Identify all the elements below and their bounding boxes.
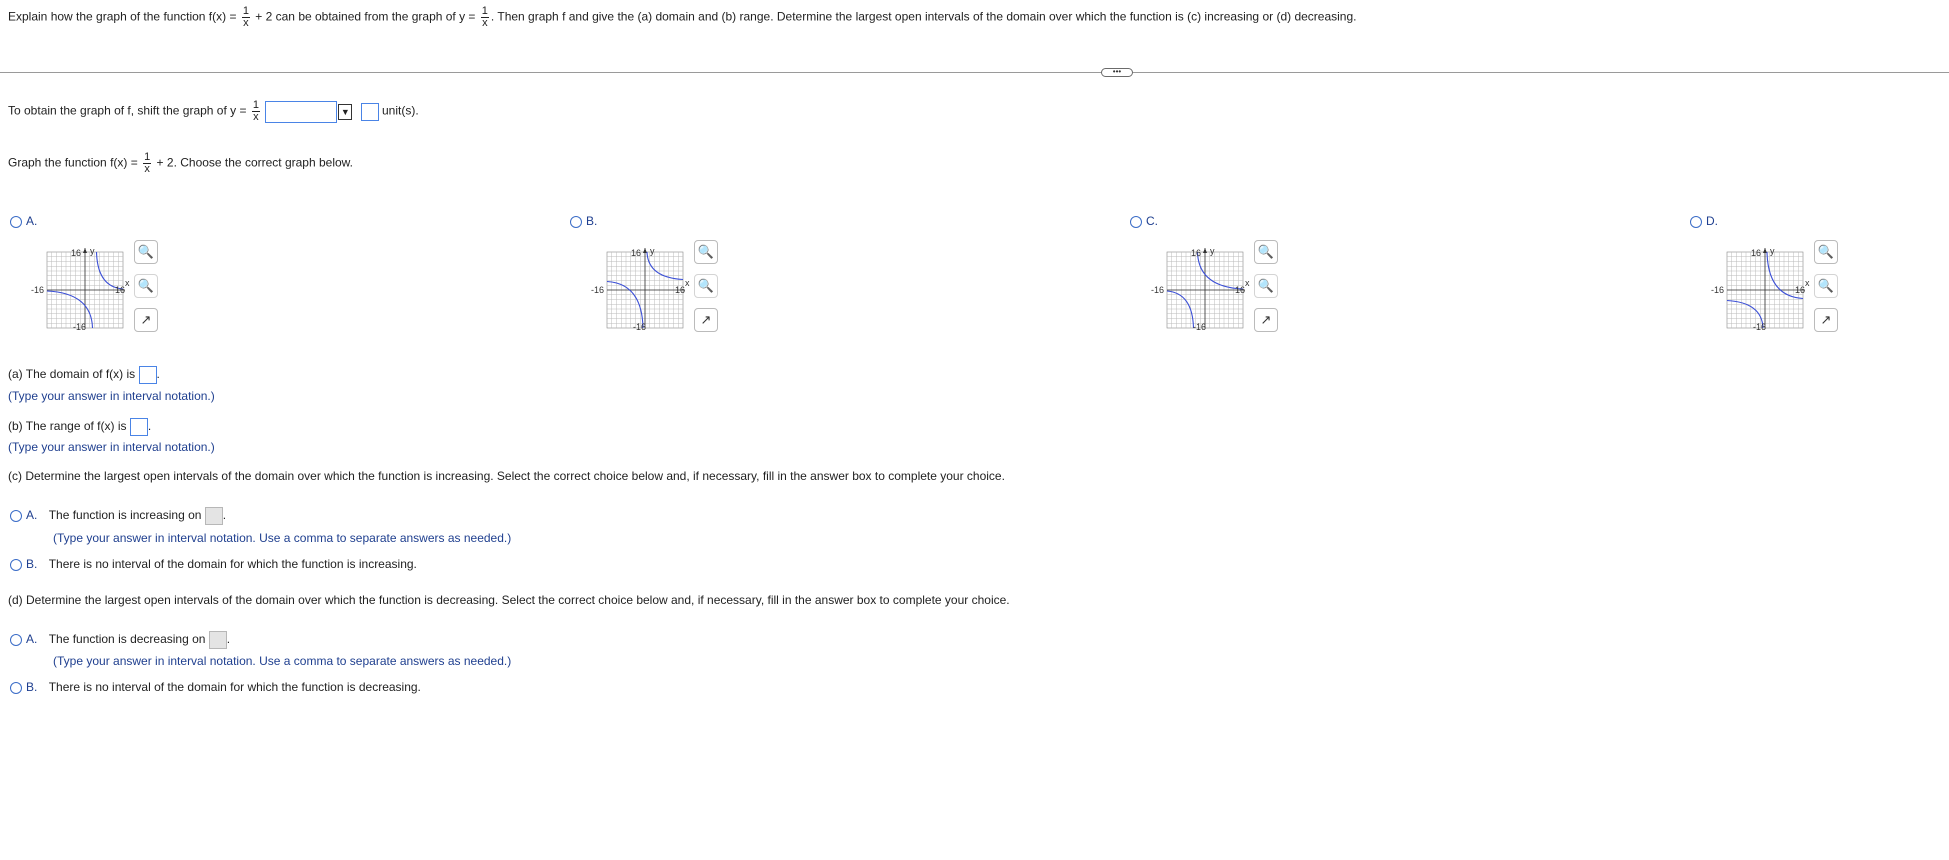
radio-button[interactable] bbox=[1130, 216, 1142, 228]
open-in-new-icon[interactable]: ↗ bbox=[134, 308, 158, 332]
y-axis-max-label: 16 bbox=[1191, 248, 1202, 258]
zoom-out-icon[interactable]: 🔍 bbox=[694, 274, 718, 298]
chevron-down-icon[interactable]: ▼ bbox=[338, 104, 352, 120]
fraction-1-over-x: $\frac{1}{x}$ bbox=[242, 5, 249, 29]
range-input[interactable] bbox=[130, 418, 148, 436]
option-letter: D. bbox=[1706, 214, 1718, 228]
shift-sentence: To obtain the graph of f, shift the graph of y = $\frac{1}{x}$ ▼ unit(s). bbox=[8, 99, 419, 123]
section-divider bbox=[0, 72, 1949, 73]
y-axis-min-label: -16 bbox=[73, 322, 87, 332]
option-letter: C. bbox=[1146, 214, 1158, 228]
part-c-choice-b[interactable]: B. There is no interval of the domain for which the function is increasing. bbox=[10, 557, 417, 571]
y-axis-min-label: -16 bbox=[1193, 322, 1207, 332]
shift-direction-dropdown[interactable] bbox=[265, 101, 350, 123]
y-axis-label: y bbox=[650, 246, 655, 256]
fraction-1-over-x: $\frac{1}{x}$ bbox=[144, 151, 151, 175]
part-c-choice-a[interactable]: A. The function is increasing on . bbox=[10, 507, 226, 525]
y-axis-max-label: 16 bbox=[71, 248, 82, 258]
part-d-choice-a[interactable]: A. The function is decreasing on . bbox=[10, 631, 230, 649]
radio-button[interactable] bbox=[10, 510, 22, 522]
graph-option-4[interactable] bbox=[1690, 214, 1718, 228]
part-d-hint: (Type your answer in interval notation. Use a comma to separate answers as needed.) bbox=[53, 654, 512, 668]
question-part3: . Then graph f and give the (a) domain and (b) range. Determine the largest open intervals of the domain over which the function is (c) increasing or (d) decreasing. bbox=[490, 9, 1357, 24]
x-axis-label: x bbox=[1805, 278, 1810, 288]
part-b-line: (b) The range of f(x) is . bbox=[8, 418, 151, 436]
part-c-prompt: (c) Determine the largest open intervals of the domain over which the function is increasing. Select the correct choice below and, if necessary, fill in the answer box to complete your choice. bbox=[8, 469, 1005, 483]
zoom-out-icon[interactable]: 🔍 bbox=[1814, 274, 1838, 298]
x-axis-label: x bbox=[685, 278, 690, 288]
x-axis-min-label: -16 bbox=[31, 285, 45, 295]
zoom-in-icon[interactable]: 🔍 bbox=[694, 240, 718, 264]
y-axis-min-label: -16 bbox=[633, 322, 647, 332]
radio-button[interactable] bbox=[10, 559, 22, 571]
x-axis-min-label: -16 bbox=[1711, 285, 1725, 295]
x-axis-max-label: 16 bbox=[1235, 285, 1246, 295]
zoom-out-icon[interactable]: 🔍 bbox=[1254, 274, 1278, 298]
y-axis-label: y bbox=[90, 246, 95, 256]
part-a-line: (a) The domain of f(x) is . bbox=[8, 366, 160, 384]
y-axis-label: y bbox=[1770, 246, 1775, 256]
radio-button[interactable] bbox=[570, 216, 582, 228]
open-in-new-icon[interactable]: ↗ bbox=[694, 308, 718, 332]
shift-amount-input[interactable] bbox=[361, 103, 379, 121]
graph-option-2[interactable] bbox=[570, 214, 597, 228]
part-a-hint: (Type your answer in interval notation.) bbox=[8, 389, 215, 403]
fraction-1-over-x: $\frac{1}{x}$ bbox=[252, 99, 259, 123]
question-part1: Explain how the graph of the function f(x) = bbox=[8, 9, 237, 24]
radio-button[interactable] bbox=[1690, 216, 1702, 228]
radio-button[interactable] bbox=[10, 682, 22, 694]
domain-input[interactable] bbox=[139, 366, 157, 384]
x-axis-max-label: 16 bbox=[1795, 285, 1806, 295]
radio-button[interactable] bbox=[10, 216, 22, 228]
y-axis-min-label: -16 bbox=[1753, 322, 1767, 332]
graph-prompt: Graph the function f(x) = $\frac{1}{x}$ + 2. Choose the correct graph below. bbox=[8, 151, 353, 175]
part-d-choice-b[interactable]: B. There is no interval of the domain for which the function is decreasing. bbox=[10, 680, 421, 694]
x-axis-min-label: -16 bbox=[1151, 285, 1165, 295]
divider-handle[interactable]: ••• bbox=[1101, 68, 1133, 77]
y-axis-max-label: 16 bbox=[1751, 248, 1762, 258]
graph-option-1[interactable] bbox=[10, 214, 37, 228]
y-axis-label: y bbox=[1210, 246, 1215, 256]
zoom-out-icon[interactable]: 🔍 bbox=[134, 274, 158, 298]
decreasing-input[interactable] bbox=[209, 631, 227, 649]
zoom-in-icon[interactable]: 🔍 bbox=[1814, 240, 1838, 264]
graph-option-3[interactable] bbox=[1130, 214, 1158, 228]
option-letter: A. bbox=[26, 214, 38, 228]
x-axis-label: x bbox=[125, 278, 130, 288]
open-in-new-icon[interactable]: ↗ bbox=[1814, 308, 1838, 332]
part-c-hint: (Type your answer in interval notation. Use a comma to separate answers as needed.) bbox=[53, 531, 512, 545]
x-axis-label: x bbox=[1245, 278, 1250, 288]
x-axis-max-label: 16 bbox=[115, 285, 126, 295]
radio-button[interactable] bbox=[10, 634, 22, 646]
question-part2: + 2 can be obtained from the graph of y = bbox=[255, 9, 476, 24]
part-b-hint: (Type your answer in interval notation.) bbox=[8, 440, 215, 454]
x-axis-min-label: -16 bbox=[591, 285, 605, 295]
open-in-new-icon[interactable]: ↗ bbox=[1254, 308, 1278, 332]
y-axis-max-label: 16 bbox=[631, 248, 642, 258]
fraction-1-over-x: $\frac{1}{x}$ bbox=[481, 5, 488, 29]
zoom-in-icon[interactable]: 🔍 bbox=[1254, 240, 1278, 264]
zoom-in-icon[interactable]: 🔍 bbox=[134, 240, 158, 264]
option-letter: B. bbox=[586, 214, 598, 228]
question-text bbox=[8, 6, 1356, 29]
x-axis-max-label: 16 bbox=[675, 285, 686, 295]
part-d-prompt: (d) Determine the largest open intervals of the domain over which the function is decreasing. Select the correct choice below and, if necessary, fill in the answer box to complete your choice. bbox=[8, 593, 1010, 607]
increasing-input[interactable] bbox=[205, 507, 223, 525]
